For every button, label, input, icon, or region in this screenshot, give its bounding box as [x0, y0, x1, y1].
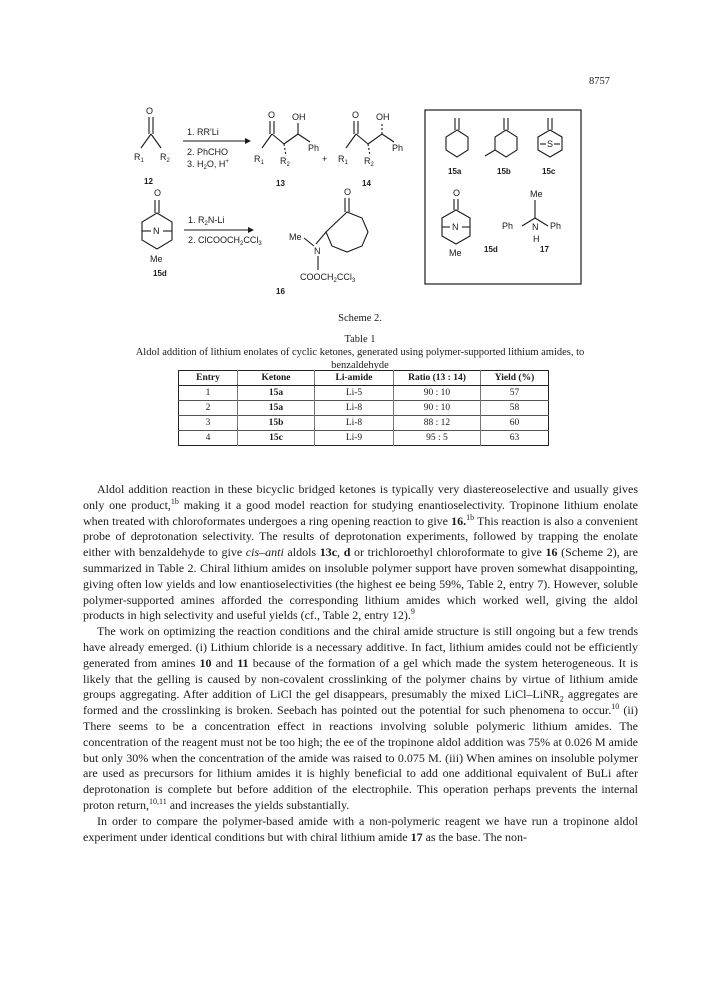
table-header-row: [179, 371, 549, 386]
svg-text:R2: $R_2$: [280, 156, 290, 168]
compound-15b-structure: [485, 118, 517, 176]
compound-16-structure: [276, 187, 368, 296]
svg-text:O: O: [344, 187, 352, 197]
cell-ketone: 15b: [238, 416, 315, 431]
svg-text:15c: 15c: [542, 167, 556, 176]
svg-text:OH: OH: [292, 112, 306, 122]
svg-text:OH: OH: [376, 112, 390, 122]
compound-13-structure: [254, 110, 319, 188]
paragraph-3: In order to compare the polymer-based amide with a non-polymeric reagent we have run a tropinone aldol experiment under identical conditions but with chiral lithium amide 17 as the base. The non-: [83, 813, 638, 844]
svg-text:N: N: [314, 246, 321, 256]
aldol-results-table: [178, 370, 549, 446]
compound-15c-structure: [538, 118, 562, 176]
cell-li-amide: Li-5: [315, 386, 394, 401]
cell-entry: 1: [179, 386, 238, 401]
compound-13-label: 13: [276, 179, 285, 188]
header-ratio: Ratio (13 : 14): [394, 371, 481, 386]
r1-label: $R_1$: [134, 152, 144, 164]
svg-text:O: O: [154, 188, 162, 198]
reagent-r2n-li: 1. $R_2N-Li$: [188, 215, 225, 227]
r2-label: $R_2$: [160, 152, 170, 164]
svg-text:O: O: [268, 110, 276, 120]
cell-yield: 60: [481, 416, 549, 431]
header-entry: Entry: [179, 371, 238, 386]
table-caption: Aldol addition of lithium enolates of cyclic ketones, generated using polymer-supported lithium amides, to benzaldehyde: [135, 347, 585, 371]
cell-entry: 2: [179, 401, 238, 416]
cell-yield: 63: [481, 431, 549, 446]
table-row: [179, 401, 549, 416]
cell-entry: 3: [179, 416, 238, 431]
table-title: Table 1: [344, 334, 376, 345]
table-row: [179, 416, 549, 431]
compound-15d-box-structure: [442, 188, 498, 258]
cell-ratio: 90 : 10: [394, 401, 481, 416]
cell-entry: 4: [179, 431, 238, 446]
svg-text:Me: Me: [150, 254, 163, 264]
svg-text:R1: $R_1$: [254, 154, 264, 166]
table-row: [179, 431, 549, 446]
compound-12-structure: [134, 106, 171, 186]
svg-text:Me: Me: [530, 189, 543, 199]
body-text: [83, 482, 638, 845]
svg-text:15a: 15a: [448, 167, 462, 176]
compound-12-label: 12: [144, 177, 153, 186]
paragraph-2: The work on optimizing the reaction conditions and the chiral amide structure is still ongoing but a few trends have already emerged. (i) Lithium chloride is a necessary additive. In fact, lithium amides could not be efficiently generated from amines 10 and 11 because of the formation of a gel which made the system heterogeneous. It is likely that the gelling is caused by non-covalent crosslinking of the polymer chains by virtue of lithium amide groups aggregating. After addition of LiCl the gel disappears, presumably the mixed LiCl–LiNR$_2$ aggregates are formed and the crosslinking is broken. Seebach has pointed out the potential for such phenomena to occur.$^{10}$ (ii) There seems to be a concentration effect in reactions involving soluble polymeric lithium amides. The concentration of the reagent must not be too high; the ee of the tropinone aldol addition was 75% at 0.026 M amide but only 30% when the concentration of the amide was raised to 0.075 M. (iii) When amines on insoluble polymer are used as precursors for lithium amides it is highly beneficial to add one additional equivalent of BuLi after deprotonation is complete but before addition of the electrophile. This operation perhaps prevents the internal proton return,$^{10,11}$ and increases the yields substantially.: [83, 624, 639, 812]
svg-text:Ph: Ph: [392, 143, 404, 153]
compound-16-label: 16: [276, 287, 285, 296]
scheme-2-figure: [0, 96, 720, 311]
compound-15a-structure: [446, 118, 468, 176]
cell-ratio: 95 : 5: [394, 431, 481, 446]
cell-li-amide: Li-8: [315, 401, 394, 416]
svg-text:Me: Me: [449, 248, 462, 258]
svg-text:N: N: [153, 226, 160, 236]
cell-ketone: 15c: [238, 431, 315, 446]
paragraph-1: Aldol addition reaction in these bicyclic bridged ketones is typically very diastereoselective and usually gives only one product,$^{1b}$ making it a good model reaction for studying enantioselectivity. Tropinone lithium enolate when treated with chloroformates undergoes a ring opening reaction to give 16.$^{1b}$ This reaction is also a convenient probe of deprotonation selectivity. The results of deprotonation experiments, followed by trapping the enolate either with benzaldehyde to give cis–anti aldols 13c, d or trichloroethyl chloroformate to give 16 (Scheme 2), are summarized in Table 2. Chiral lithium amides on insoluble polymer support have proven somewhat disappointing, giving often low yields and low enantioselectivities (the highest ee being 59%, Table 2, entry 7). However, soluble polymer-supported amines afforded the corresponding lithium amides which worked well, giving the aldol products in high selectivity and useful yields (cf., Table 2, entry 12).$^9$: [83, 482, 638, 623]
header-yield: Yield (%): [481, 371, 549, 386]
svg-text:S: S: [547, 139, 554, 149]
compound-15d-structure: [142, 188, 172, 278]
page-number: 8757: [589, 76, 610, 87]
reagent-rr-li: 1. RR'Li: [187, 127, 219, 137]
svg-text:O: O: [352, 110, 360, 120]
svg-text:H: H: [533, 234, 540, 244]
cell-yield: 58: [481, 401, 549, 416]
header-li-amide: Li-amide: [315, 371, 394, 386]
svg-text:Me: Me: [289, 232, 302, 242]
compound-15d-label: 15d: [153, 269, 167, 278]
cell-ketone: 15a: [238, 386, 315, 401]
compound-14-structure: [338, 110, 403, 188]
scheme-label: Scheme 2.: [338, 313, 382, 324]
svg-text:17: 17: [540, 245, 549, 254]
svg-text:N: N: [452, 222, 459, 232]
cell-ratio: 88 : 12: [394, 416, 481, 431]
cell-yield: 57: [481, 386, 549, 401]
compound-17-structure: [502, 189, 561, 254]
svg-text:15b: 15b: [497, 167, 511, 176]
svg-text:O: O: [453, 188, 461, 198]
carbamate-group: $COOCH_2CCl_3$: [300, 272, 356, 284]
svg-text:N: N: [532, 222, 539, 232]
plus-sign: +: [322, 154, 328, 164]
cell-li-amide: Li-9: [315, 431, 394, 446]
svg-text:Ph: Ph: [502, 221, 514, 231]
reagent-phcho: 2. PhCHO: [187, 147, 229, 157]
compound-14-label: 14: [362, 179, 371, 188]
cell-ratio: 90 : 10: [394, 386, 481, 401]
table-row: [179, 386, 549, 401]
svg-text:Ph: Ph: [308, 143, 320, 153]
header-ketone: Ketone: [238, 371, 315, 386]
svg-text:R2: $R_2$: [364, 156, 374, 168]
svg-text:R1: $R_1$: [338, 154, 348, 166]
reagent-chloroformate: 2. ClCOOCH$_2$CCl$_3$: [188, 235, 262, 247]
svg-text:O: O: [146, 106, 154, 116]
svg-text:15d: 15d: [484, 245, 498, 254]
svg-text:Ph: Ph: [550, 221, 562, 231]
cell-li-amide: Li-8: [315, 416, 394, 431]
reagent-h2o: 3. $H_2O$, H+: [187, 159, 229, 171]
cell-ketone: 15a: [238, 401, 315, 416]
